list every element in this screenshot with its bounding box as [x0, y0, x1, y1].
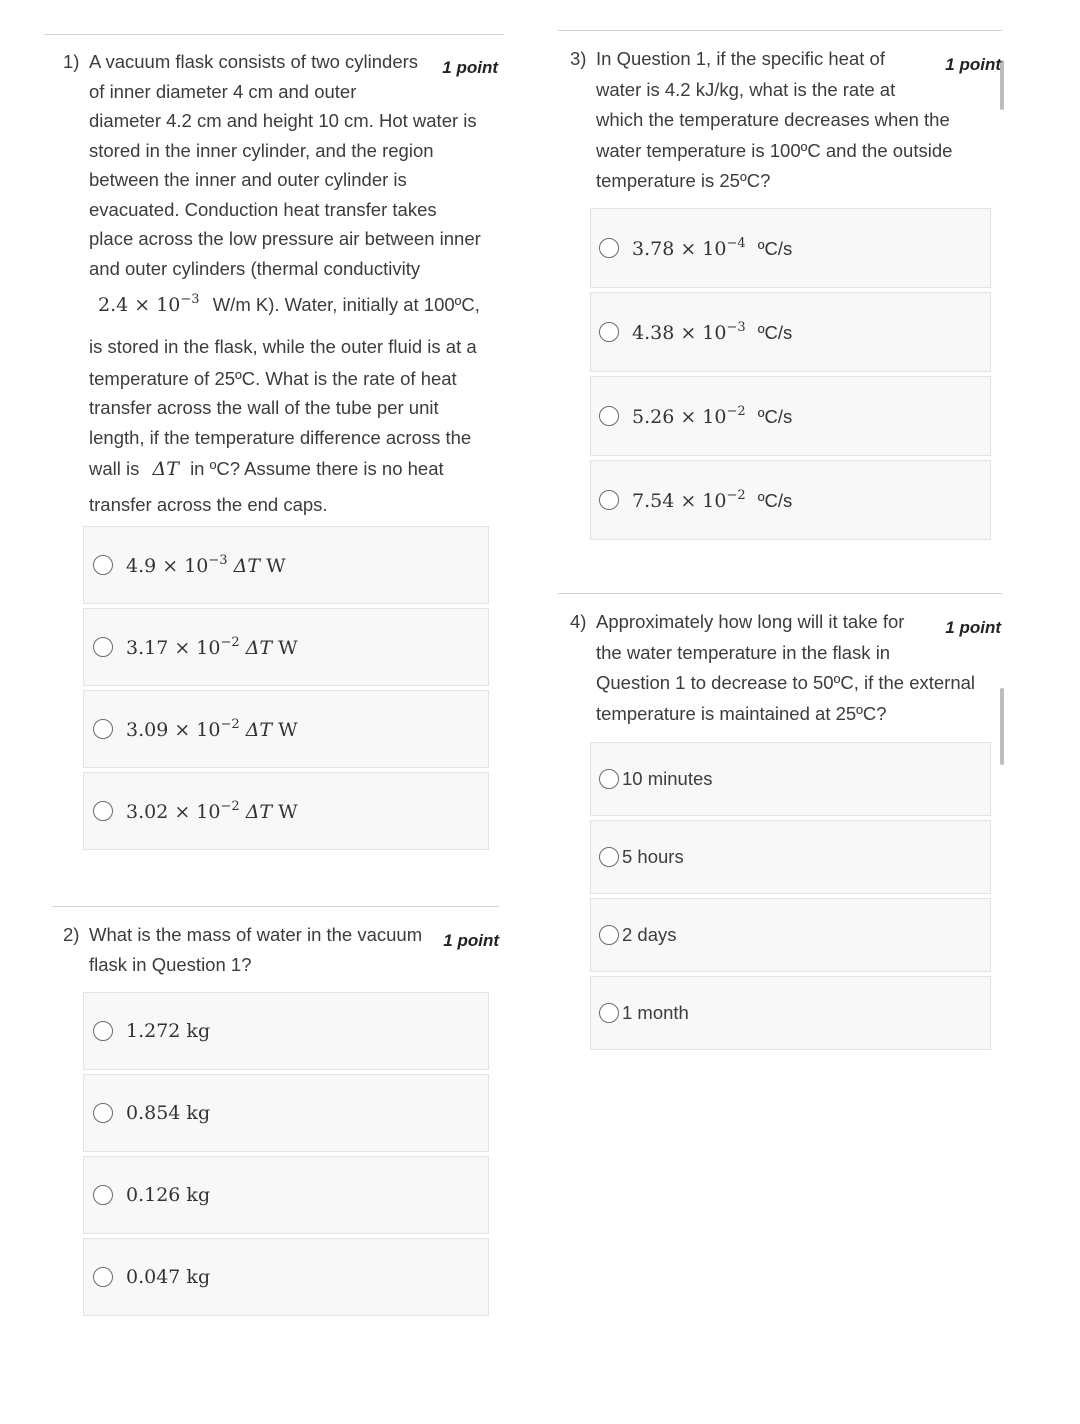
- delta-t-math: ΔT: [152, 458, 179, 480]
- option-label: 0.854 kg: [126, 1102, 211, 1124]
- question-text-line: of inner diameter 4 cm and outer: [89, 80, 357, 102]
- radio-button[interactable]: [93, 1185, 113, 1205]
- radio-button[interactable]: [599, 322, 619, 342]
- question-3-divider: [558, 30, 1002, 31]
- question-1-divider: [44, 34, 504, 35]
- option-label: 1 month: [622, 1002, 689, 1023]
- question-text-line: water is 4.2 kJ/kg, what is the rate at: [596, 78, 896, 100]
- radio-button[interactable]: [93, 1021, 113, 1041]
- option-label: 0.126 kg: [126, 1184, 211, 1206]
- question-text-line: What is the mass of water in the vacuum: [89, 924, 423, 945]
- question-text-line: transfer across the wall of the tube per unit: [89, 397, 439, 418]
- question-text-line: In Question 1, if the specific heat of: [596, 48, 885, 69]
- radio-button[interactable]: [93, 719, 113, 739]
- option-label: $3.02 \times 10^{-2}$ ΔT W: [126, 799, 298, 823]
- q2-option-4[interactable]: [83, 1238, 489, 1316]
- question-text-line: evacuated. Conduction heat transfer takes: [89, 198, 437, 220]
- points-label: 1 point: [945, 618, 1001, 637]
- question-number: 3): [570, 48, 587, 69]
- radio-button[interactable]: [599, 847, 619, 867]
- radio-button[interactable]: [599, 925, 619, 945]
- question-text-line: place across the low pressure air between inner: [89, 228, 481, 249]
- radio-button[interactable]: [93, 1103, 113, 1123]
- option-label: $7.54 \times 10^{-2}$ ºC/s: [632, 488, 793, 512]
- option-label: $4.9 \times 10^{-3}$ ΔT W: [126, 553, 286, 577]
- wall-line: wall is ΔT in ºC? Assume there is no heat: [89, 458, 444, 480]
- q1-option-2[interactable]: [83, 608, 489, 686]
- q1-option-3[interactable]: [83, 690, 489, 768]
- question-text: [596, 44, 952, 197]
- question-text-line: water temperature is 100ºC and the outside: [596, 139, 953, 161]
- q4-option-4[interactable]: [590, 976, 991, 1050]
- question-3: [570, 44, 1002, 199]
- question-text-line: stored in the inner cylinder, and the region: [89, 139, 434, 161]
- question-4: [570, 607, 1002, 732]
- question-text-line: the water temperature in the flask in: [596, 641, 891, 663]
- q1-option-4[interactable]: [83, 772, 489, 850]
- q3-option-3[interactable]: [590, 376, 991, 456]
- q3-option-1[interactable]: [590, 208, 991, 288]
- points-label: 1 point: [945, 55, 1001, 74]
- option-label: $3.09 \times 10^{-2}$ ΔT W: [126, 717, 298, 741]
- question-text: [596, 607, 975, 729]
- question-text-line: temperature of 25ºC. What is the rate of heat: [89, 367, 457, 389]
- question-1: [63, 47, 500, 517]
- question-text-line: Question 1 to decrease to 50ºC, if the external: [596, 672, 976, 693]
- conductivity-line: $2.4 \times 10^{-3}$ W/m K). Water, initially at 100ºC,: [98, 292, 480, 316]
- points-label: 1 point: [442, 58, 498, 77]
- question-text-line: A vacuum flask consists of two cylinders: [89, 51, 419, 72]
- question-2: [63, 920, 500, 982]
- question-text-line: is stored in the flask, while the outer fluid is at a: [89, 336, 477, 357]
- question-text-line: flask in Question 1?: [89, 953, 252, 975]
- radio-button[interactable]: [599, 406, 619, 426]
- option-label: 2 days: [622, 924, 677, 945]
- question-text-line: length, if the temperature difference across the: [89, 426, 472, 448]
- question-2-divider: [52, 906, 499, 907]
- option-label: 10 minutes: [622, 768, 713, 789]
- points-label: 1 point: [443, 931, 499, 950]
- q4-option-1[interactable]: [590, 742, 991, 816]
- radio-button[interactable]: [599, 1003, 619, 1023]
- q4-option-3[interactable]: [590, 898, 991, 972]
- q2-option-1[interactable]: [83, 992, 489, 1070]
- question-text-line: diameter 4.2 cm and height 10 cm. Hot water is: [89, 110, 477, 131]
- q3-option-4[interactable]: [590, 460, 991, 540]
- option-label: 5 hours: [622, 846, 684, 867]
- radio-button[interactable]: [93, 637, 113, 657]
- q2-option-3[interactable]: [83, 1156, 489, 1234]
- radio-button[interactable]: [599, 238, 619, 258]
- question-text: [89, 47, 481, 520]
- question-text-line: temperature is maintained at 25ºC?: [596, 702, 887, 724]
- q2-option-2[interactable]: [83, 1074, 489, 1152]
- radio-button[interactable]: [93, 801, 113, 821]
- question-text-line: which the temperature decreases when the: [596, 109, 950, 130]
- q1-option-1[interactable]: [83, 526, 489, 604]
- radio-button[interactable]: [599, 490, 619, 510]
- option-label: $4.38 \times 10^{-3}$ ºC/s: [632, 320, 793, 344]
- option-label: 1.272 kg: [126, 1020, 211, 1042]
- q4-option-2[interactable]: [590, 820, 991, 894]
- conductivity-math: $2.4 \times 10^{-3}$: [98, 292, 200, 316]
- option-label: $3.78 \times 10^{-4}$ ºC/s: [632, 236, 793, 260]
- radio-button[interactable]: [93, 1267, 113, 1287]
- question-text-line: between the inner and outer cylinder is: [89, 169, 407, 190]
- option-label: 0.047 kg: [126, 1266, 211, 1288]
- option-label: $5.26 \times 10^{-2}$ ºC/s: [632, 404, 793, 428]
- question-text-line: transfer across the end caps.: [89, 494, 328, 515]
- question-number: 4): [570, 611, 587, 632]
- question-number: 1): [63, 51, 80, 72]
- radio-button[interactable]: [93, 555, 113, 575]
- question-text-line: Approximately how long will it take for: [596, 611, 905, 632]
- option-label: $3.17 \times 10^{-2}$ ΔT W: [126, 635, 298, 659]
- radio-button[interactable]: [599, 769, 619, 789]
- question-number: 2): [63, 924, 80, 945]
- question-text-line: temperature is 25ºC?: [596, 170, 771, 191]
- q3-option-2[interactable]: [590, 292, 991, 372]
- question-4-divider: [558, 593, 1002, 594]
- question-text: [89, 920, 422, 979]
- question-text-line: and outer cylinders (thermal conductivity: [89, 257, 421, 279]
